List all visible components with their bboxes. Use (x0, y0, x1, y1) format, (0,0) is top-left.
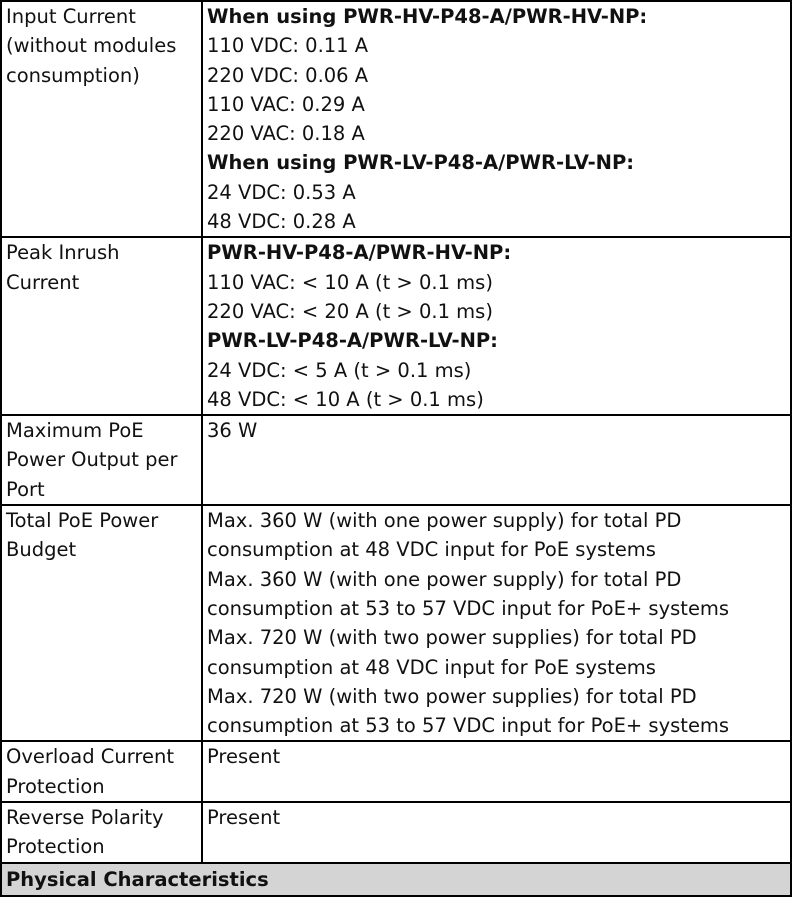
value-line: consumption at 53 to 57 VDC input for PoE+ systems (207, 596, 730, 620)
spec-row-reverse-polarity (1, 802, 791, 863)
spec-value-cell (202, 1, 791, 237)
section-header-physical-characteristics: Physical Characteristics (1, 863, 791, 896)
value-line: 110 VAC: 0.29 A (207, 92, 365, 116)
spec-value-cell (202, 802, 791, 863)
spec-value-cell (202, 415, 791, 505)
label-line: Current (6, 270, 80, 294)
label-line: Power Output per (6, 448, 178, 472)
label-line: consumption) (6, 63, 140, 87)
value-line: consumption at 48 VDC input for PoE systems (207, 538, 656, 562)
value-line: Max. 720 W (with two power supplies) for total PD (207, 626, 697, 650)
label-line: Overload Current (6, 745, 175, 769)
label-line: Total PoE Power (6, 509, 159, 533)
value-subheading: PWR-LV-P48-A/PWR-LV-NP: (207, 329, 498, 353)
spec-value-cell (202, 237, 791, 415)
spec-label-cell (1, 741, 202, 802)
label-line: Protection (6, 774, 105, 798)
value-line: Max. 720 W (with two power supplies) for total PD (207, 684, 697, 708)
value-line: 220 VAC: 0.18 A (207, 122, 365, 146)
spec-label-cell (1, 505, 202, 741)
label-line: (without modules (6, 34, 177, 58)
value-line: 48 VDC: < 10 A (t > 0.1 ms) (207, 387, 484, 411)
value-line: 36 W (207, 419, 258, 443)
value-line: Present (207, 745, 281, 769)
value-subheading: When using PWR-LV-P48-A/PWR-LV-NP: (207, 151, 635, 175)
spec-value-cell (202, 741, 791, 802)
spec-label-cell (1, 415, 202, 505)
value-line: Present (207, 806, 281, 830)
spec-row-total-poe-budget (1, 505, 791, 741)
label-line: Protection (6, 835, 105, 859)
value-subheading: When using PWR-HV-P48-A/PWR-HV-NP: (207, 5, 648, 28)
spec-label-cell (1, 802, 202, 863)
spec-row-peak-inrush-current (1, 237, 791, 415)
value-line: Max. 360 W (with one power supply) for total PD (207, 567, 682, 591)
label-line: Peak Inrush (6, 241, 120, 265)
spec-row-max-poe-output (1, 415, 791, 505)
value-line: 110 VDC: 0.11 A (207, 34, 369, 58)
value-line: 220 VAC: < 20 A (t > 0.1 ms) (207, 299, 493, 323)
spec-label-cell (1, 237, 202, 415)
spec-label-cell (1, 1, 202, 237)
value-line: 220 VDC: 0.06 A (207, 63, 369, 87)
value-line: 24 VDC: < 5 A (t > 0.1 ms) (207, 358, 472, 382)
value-line: 24 VDC: 0.53 A (207, 180, 356, 204)
value-subheading: PWR-HV-P48-A/PWR-HV-NP: (207, 241, 512, 265)
value-line: 110 VAC: < 10 A (t > 0.1 ms) (207, 270, 493, 294)
value-line: consumption at 53 to 57 VDC input for PoE+ systems (207, 714, 730, 738)
specifications-body (1, 1, 791, 896)
spec-row-overload-protection (1, 741, 791, 802)
label-line: Reverse Polarity (6, 806, 164, 830)
section-header-row (1, 863, 791, 896)
label-line: Maximum PoE (6, 419, 144, 443)
spec-value-cell (202, 505, 791, 741)
spec-row-input-current (1, 1, 791, 237)
label-line: Budget (6, 538, 77, 562)
label-line: Port (6, 477, 45, 501)
value-line: 48 VDC: 0.28 A (207, 210, 356, 234)
label-line: Input Current (6, 5, 136, 28)
value-line: Max. 360 W (with one power supply) for total PD (207, 509, 682, 533)
value-line: consumption at 48 VDC input for PoE systems (207, 655, 656, 679)
